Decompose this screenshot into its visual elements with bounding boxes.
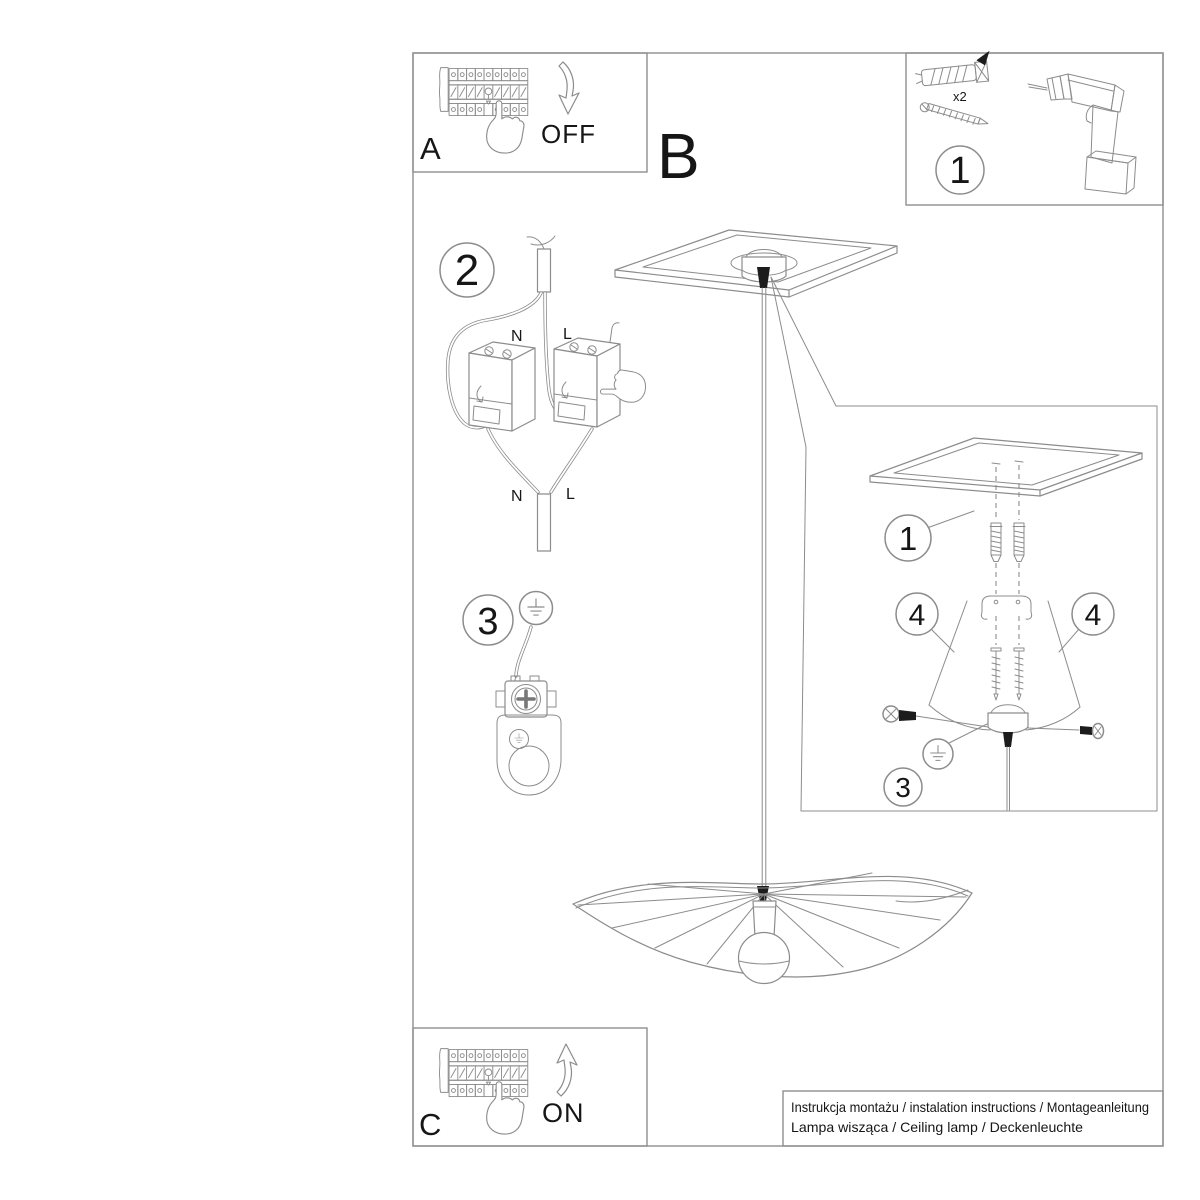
detail-step-1-number: 1 (898, 520, 918, 557)
ground-terminal (496, 676, 556, 717)
footer-line2: Lampa wisząca / Ceiling lamp / Deckenleuchte (791, 1119, 1084, 1135)
panel-c-label: C (419, 1107, 442, 1142)
mounting-bracket-illustration (497, 715, 561, 795)
arrow-down-icon (559, 62, 579, 114)
side-screw-left (883, 706, 988, 727)
wire-label-l-bottom: L (566, 486, 575, 503)
mounting-screw-icon (991, 648, 1001, 700)
panel-c (419, 1044, 585, 1142)
wall-plug-icon (990, 523, 1002, 562)
pointing-hand-icon (487, 101, 524, 153)
breaker-panel-icon (439, 1049, 527, 1097)
arrow-up-icon (557, 1044, 577, 1096)
drill-icon (1028, 74, 1136, 194)
wall-plug-icon (1013, 523, 1025, 562)
pendant-cable (762, 288, 766, 886)
cord-grip (757, 267, 770, 288)
screw-count-label: x2 (953, 89, 967, 104)
breaker-panel-icon (439, 68, 527, 116)
cable-sleeve-bottom (538, 494, 551, 551)
detail-step-3-number: 3 (895, 772, 911, 803)
tools-step (914, 51, 1136, 194)
cable-sleeve-top (538, 249, 551, 292)
detail-shade-outline (929, 601, 1080, 730)
step-1-number: 1 (949, 150, 971, 192)
detail-ground-symbol-icon (923, 739, 953, 769)
wiring-step (440, 236, 646, 551)
panel-b-label: B (657, 120, 700, 192)
terminal-block-left (469, 342, 535, 431)
ground-symbol-icon (520, 592, 553, 625)
wire-label-n-bottom: N (511, 488, 523, 505)
wall-plug-icon (914, 51, 993, 89)
wire-label-n-top: N (511, 328, 523, 345)
lamp-socket (753, 901, 776, 937)
pendant-lamp-illustration (573, 873, 972, 984)
pointing-hand-icon (487, 1082, 524, 1134)
screw-icon (919, 103, 988, 126)
footer (791, 1099, 1149, 1135)
detail-view (870, 438, 1142, 810)
panel-a (420, 62, 596, 166)
power-on-label: ON (542, 1098, 585, 1128)
panel-a-label: A (420, 131, 441, 166)
wire-label-l-top: L (563, 326, 572, 343)
canopy-illustration (742, 250, 786, 289)
mounting-screw-icon (1014, 648, 1024, 700)
light-bulb (739, 933, 790, 984)
detail-step-4-number-left: 4 (908, 599, 926, 632)
step-3-number: 3 (477, 601, 499, 643)
detail-mounting-bracket (981, 596, 1031, 619)
cable-cut-end (527, 237, 544, 249)
detail-ceiling-panel (870, 438, 1142, 496)
detail-step-4-number-right: 4 (1084, 599, 1102, 632)
power-off-label: OFF (541, 119, 596, 149)
side-screw-right (1028, 724, 1104, 739)
detail-canopy (988, 705, 1028, 810)
step-2-number: 2 (454, 246, 480, 295)
footer-line1: Instrukcja montażu / instalation instructions / Montageanleitung (791, 1099, 1149, 1115)
ground-step (463, 592, 561, 796)
